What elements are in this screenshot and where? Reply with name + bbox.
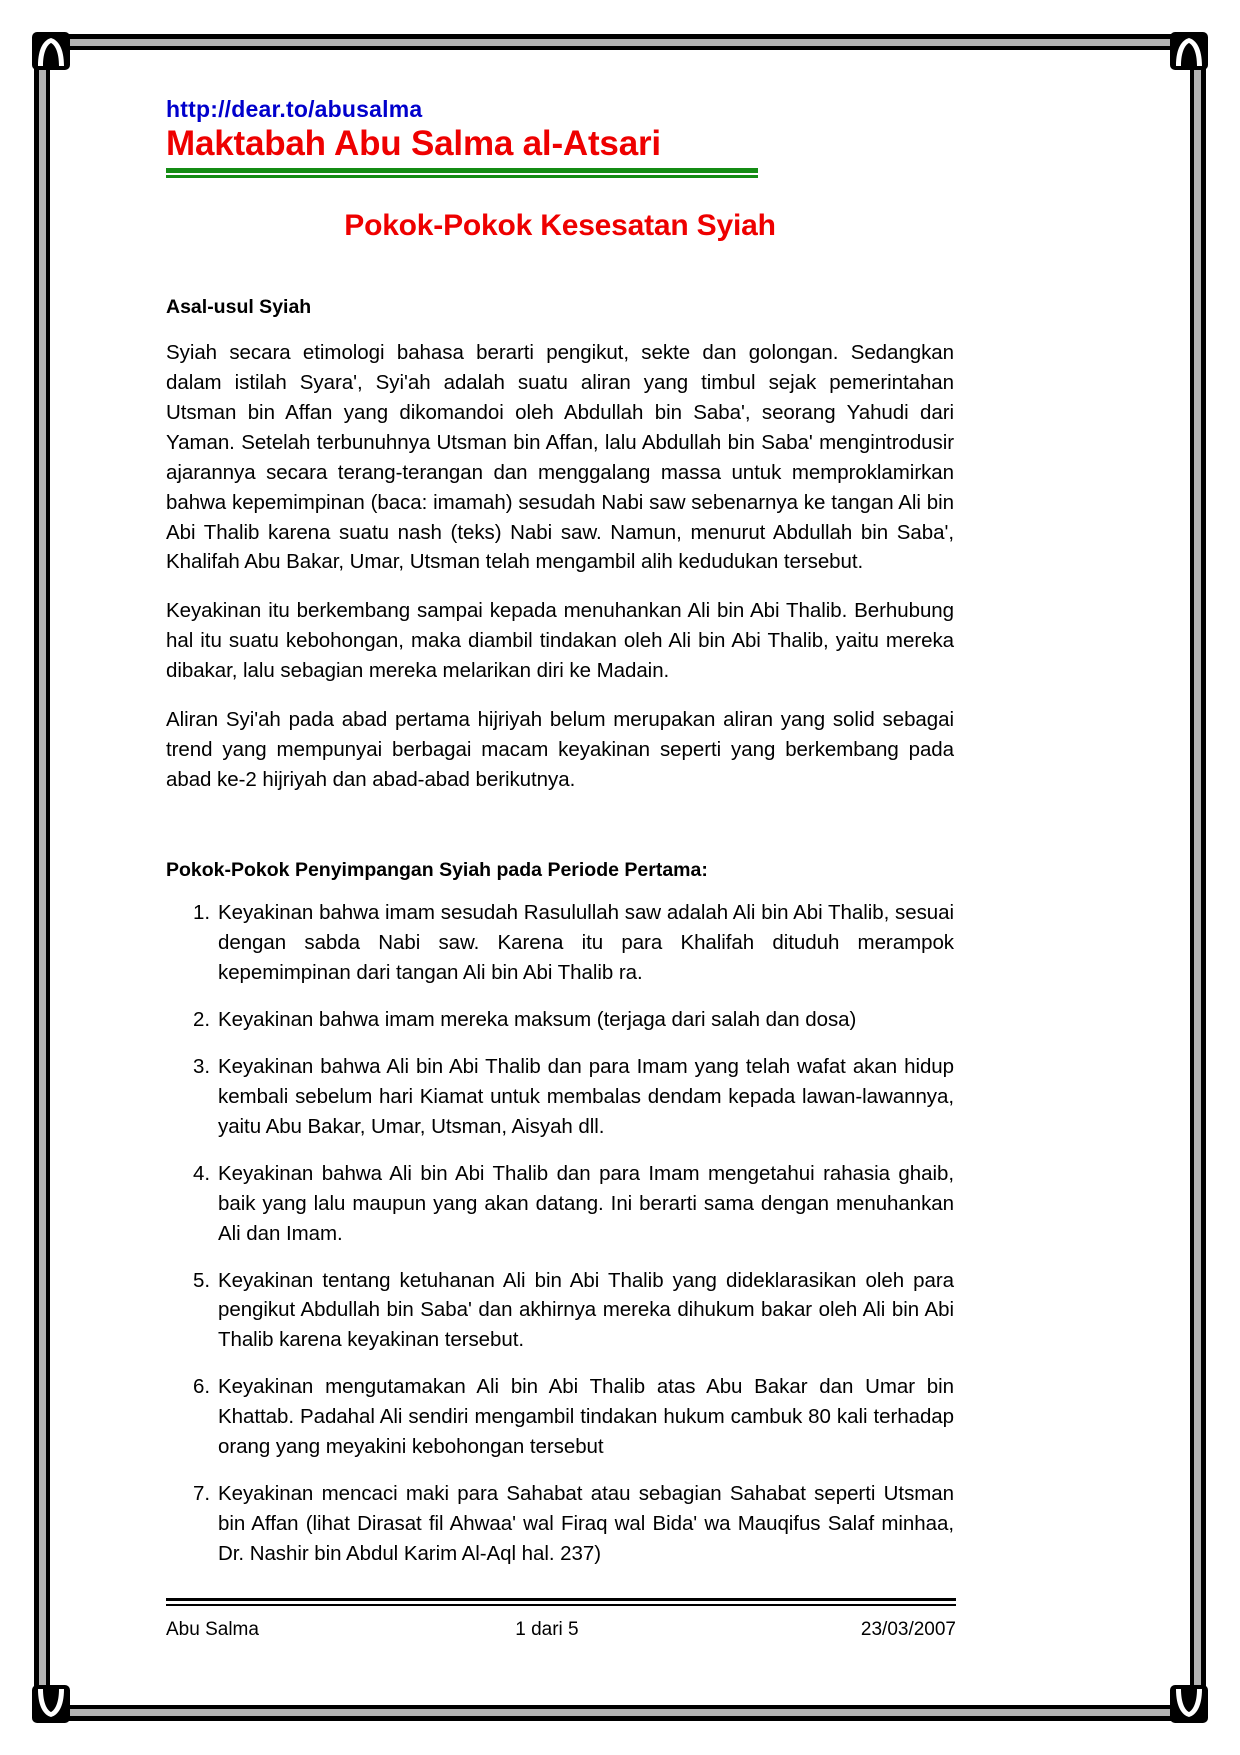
numbered-list (166, 898, 954, 1569)
masthead-divider (166, 168, 758, 178)
masthead-divider-line-2 (166, 175, 758, 178)
paragraph: Keyakinan itu berkembang sampai kepada menuhankan Ali bin Abi Thalib. Berhubung hal itu suatu kebohongan, maka diambil tindakan oleh Ali bin Abi Thalib, yaitu mereka dibakar, lalu sebagian mereka melarikan diri ke Madain. (166, 599, 954, 683)
list-item: Keyakinan bahwa Ali bin Abi Thalib dan para Imam mengetahui rahasia ghaib, baik yang lalu maupun yang akan datang. Ini berarti sama dengan menuhankan Ali dan Imam. (218, 1161, 954, 1245)
footer-author: Abu Salma (166, 1619, 259, 1640)
list-item: Keyakinan mengutamakan Ali bin Abi Thalib atas Abu Bakar dan Umar bin Khattab. Padahal Ali sendiri mengambil tindakan hukum cambuk 80 kali terhadap orang yang meyakini kebohongan tersebut (218, 1375, 954, 1459)
page-title: Pokok-Pokok Kesesatan Syiah (344, 208, 776, 242)
footer-date: 23/03/2007 (860, 1619, 956, 1640)
list-item: Keyakinan bahwa Ali bin Abi Thalib dan para Imam yang telah wafat akan hidup kembali sebelum hari Kiamat untuk membalas dendam kepada lawan-lawannya, yaitu Abu Bakar, Umar, Utsman, Aisyah dll. (218, 1055, 954, 1138)
corner-ornament-top-right-icon (1166, 28, 1212, 74)
document-body (166, 96, 954, 1586)
corner-ornament-bottom-right-icon (1166, 1681, 1212, 1727)
paragraph: Aliran Syi'ah pada abad pertama hijriyah belum merupakan aliran yang solid sebagai trend yang mempunyai berbagai macam keyakinan seperti yang berkembang pada abad ke-2 hijriyah dan abad-abad berikutnya. (166, 708, 954, 791)
section-heading-asal-usul: Asal-usul Syiah (166, 295, 312, 318)
footer-page-number: 1 dari 5 (515, 1619, 579, 1640)
page-footer (166, 1598, 956, 1641)
site-url-link[interactable]: http://dear.to/abusalma (166, 96, 423, 122)
section-heading-penyimpangan: Pokok-Pokok Penyimpangan Syiah pada Periode Pertama: (166, 858, 708, 881)
corner-ornament-top-left-icon (28, 28, 74, 74)
list-item: Keyakinan bahwa imam mereka maksum (terjaga dari salah dan dosa) (218, 1008, 857, 1032)
list-item: Keyakinan tentang ketuhanan Ali bin Abi Thalib yang dideklarasikan oleh para pengikut Abdullah bin Saba' dan akhirnya mereka dihukum bakar oleh Ali bin Abi Thalib karena keyakinan tersebut. (218, 1268, 954, 1352)
footer-divider-line-2 (166, 1604, 956, 1606)
masthead-title: Maktabah Abu Salma al-Atsari (166, 124, 661, 164)
paragraph: Syiah secara etimologi bahasa berarti pengikut, sekte dan golongan. Sedangkan dalam istilah Syara', Syi'ah adalah suatu aliran yang timbul sejak pemerintahan Utsman bin Affan yang dikomandoi oleh Abdullah bin Saba', seorang Yahudi dari Yaman. Setelah terbunuhnya Utsman bin Affan, lalu Abdullah bin Saba' mengintrodusir ajarannya secara terang-terangan dan menggalang massa untuk memproklamirkan bahwa kepemimpinan (baca: imamah) sesudah Nabi saw sebenarnya ke tangan Ali bin Abi Thalib karena suatu nash (teks) Nabi saw. Namun, menurut Abdullah bin Saba', Khalifah Abu Bakar, Umar, Utsman telah mengambil alih kedudukan tersebut. (166, 341, 954, 574)
footer-row (166, 1619, 956, 1641)
corner-ornament-bottom-left-icon (28, 1681, 74, 1727)
list-item: Keyakinan bahwa imam sesudah Rasulullah saw adalah Ali bin Abi Thalib, sesuai dengan sabda Nabi saw. Karena itu para Khalifah dituduh merampok kepemimpinan dari tangan Ali bin Abi Thalib ra. (218, 901, 954, 985)
list-item: Keyakinan mencaci maki para Sahabat atau sebagian Sahabat seperti Utsman bin Affan (lihat Dirasat fil Ahwaa' wal Firaq wal Bida' wa Mauqifus Salaf minhaa, Dr. Nashir bin Abdul Karim Al-Aql hal. 237) (218, 1482, 954, 1565)
